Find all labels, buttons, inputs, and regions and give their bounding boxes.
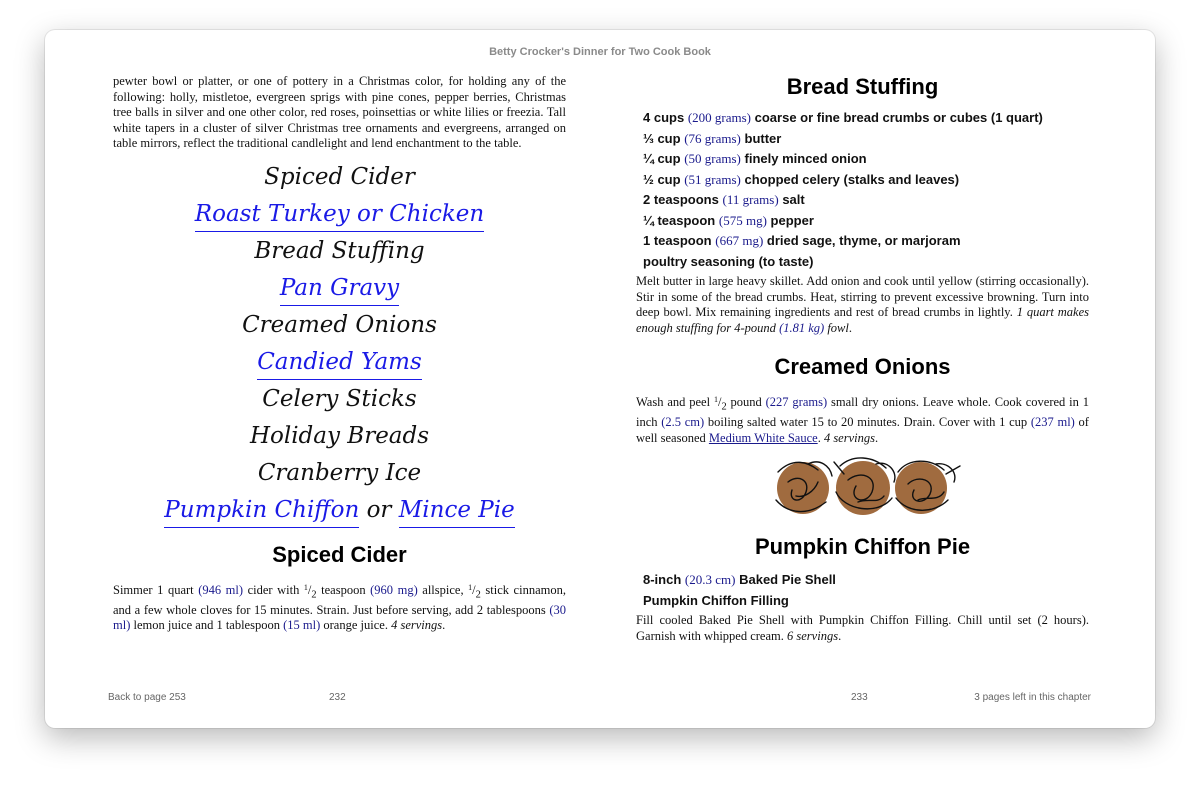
spiced-cider-method: Simmer 1 quart (946 ml) cider with $^1/_2$ teaspoon (960 mg) allspice, $^1/_2$ stick cinnamon, and a few whole cloves for 15 minutes. Strain. Just before serving, add 2 tablespoons (30 ml) lemon juice and 1 tablespoon (15 ml) orange juice. 4 servings.	[113, 582, 566, 632]
book-window	[45, 30, 1155, 728]
onion-1	[777, 462, 829, 514]
pumpkin-pie-ingredient-2: Pumpkin Chiffon Filling	[643, 592, 789, 608]
recipe-title-pumpkin-chiffon-pie: Pumpkin Chiffon Pie	[754, 534, 971, 559]
holiday-menu	[113, 162, 566, 532]
menu-item-celery-sticks: Celery Sticks	[262, 385, 417, 412]
menu-item-bread-stuffing: Bread Stuffing	[254, 237, 425, 264]
menu-item-spiced-cider: Spiced Cider	[264, 163, 415, 190]
ingredient-row: 4 cups (200 grams) coarse or fine bread crumbs or cubes (1 quart)	[643, 110, 1043, 125]
menu-link-pan-gravy[interactable]: Pan Gravy	[280, 273, 399, 306]
recipe-title-bread-stuffing: Bread Stuffing	[786, 74, 939, 99]
menu-item-cranberry-ice: Cranberry Ice	[257, 459, 422, 486]
ingredient-row: poultry seasoning (to taste)	[643, 253, 814, 269]
menu-item-holiday-breads: Holiday Breads	[249, 422, 430, 449]
ingredient-list-bread-stuffing	[636, 108, 1089, 272]
medium-white-sauce-link[interactable]: Medium White Sauce	[708, 430, 818, 445]
menu-link-roast-turkey[interactable]: Roast Turkey or Chicken	[195, 199, 484, 232]
menu-or: or	[366, 496, 392, 523]
pumpkin-pie-ingredient-1: 8-inch (20.3 cm) Baked Pie Shell	[643, 572, 836, 587]
recipe-title-spiced-cider: Spiced Cider	[272, 541, 407, 567]
onions-drawing	[748, 452, 978, 522]
creamed-onions-method: Wash and peel $^1/_2$ pound (227 grams) small dry onions. Leave whole. Cook covered in 1 inch (2.5 cm) boiling salted water 15 to 20 minutes. Drain. Cover with 1 cup (237 ml) of well seasoned Medium White Sauce. 4 servings.	[636, 395, 1090, 445]
onion-2	[836, 461, 890, 515]
left-page-number: 232	[329, 692, 346, 703]
bread-stuffing-method: Melt butter in large heavy skillet. Add onion and cook until yellow (stirring occasionally). Stir in some of the bread crumbs. Heat, stirring to prevent excessive browning. Turn into deep bowl. Mix remaining ingredients and rest of bread crumbs in lightly. 1 quart makes enough stuffing for 4-pound (1.81 kg) fowl.	[636, 274, 1089, 335]
intro-paragraph: pewter bowl or platter, or one of pottery in a Christmas color, for holding any of the following: holly, mistletoe, evergreen sprigs with pine cones, pepper berries, Christmas tree balls in silver and one other color, red roses, poinsettias or white lilies or freezia. Tall white tapers in a cluster of silver Christmas tree ornaments and evergreens, arranged on table mirrors, reflect the traditional candlelight and lend enchantment to the table.	[113, 74, 566, 150]
left-page	[113, 74, 566, 634]
pumpkin-pie-method: Fill cooled Baked Pie Shell with Pumpkin Chiffon Filling. Chill until set (2 hours). Garnish with whipped cream. 6 servings.	[636, 613, 1089, 643]
ingredient-row: ⅓ cup (76 grams) butter	[643, 130, 782, 146]
right-page	[636, 74, 1089, 644]
menu-link-candied-yams[interactable]: Candied Yams	[257, 347, 422, 380]
right-page-number: 233	[851, 692, 868, 703]
ingredient-row: 1 teaspoon (667 mg) dried sage, thyme, or marjoram	[643, 233, 961, 248]
ingredient-row: ¼ teaspoon (575 mg) pepper	[643, 212, 814, 228]
pages-left-in-chapter: 3 pages left in this chapter	[974, 692, 1091, 703]
ingredient-row: ¼ cup (50 grams) finely minced onion	[643, 151, 867, 166]
menu-item-creamed-onions: Creamed Onions	[242, 311, 437, 338]
ingredient-row: 2 teaspoons (11 grams) salt	[643, 192, 805, 207]
onions-illustration	[636, 452, 1089, 524]
recipe-title-creamed-onions: Creamed Onions	[774, 354, 951, 379]
back-to-page-link[interactable]: Back to page 253	[108, 692, 186, 703]
book-title: Betty Crocker's Dinner for Two Cook Book	[489, 46, 711, 58]
menu-link-mince-pie[interactable]: Mince Pie	[399, 495, 515, 528]
menu-link-pumpkin-chiffon[interactable]: Pumpkin Chiffon	[164, 495, 359, 528]
ingredient-row: ½ cup (51 grams) chopped celery (stalks and leaves)	[643, 171, 960, 187]
